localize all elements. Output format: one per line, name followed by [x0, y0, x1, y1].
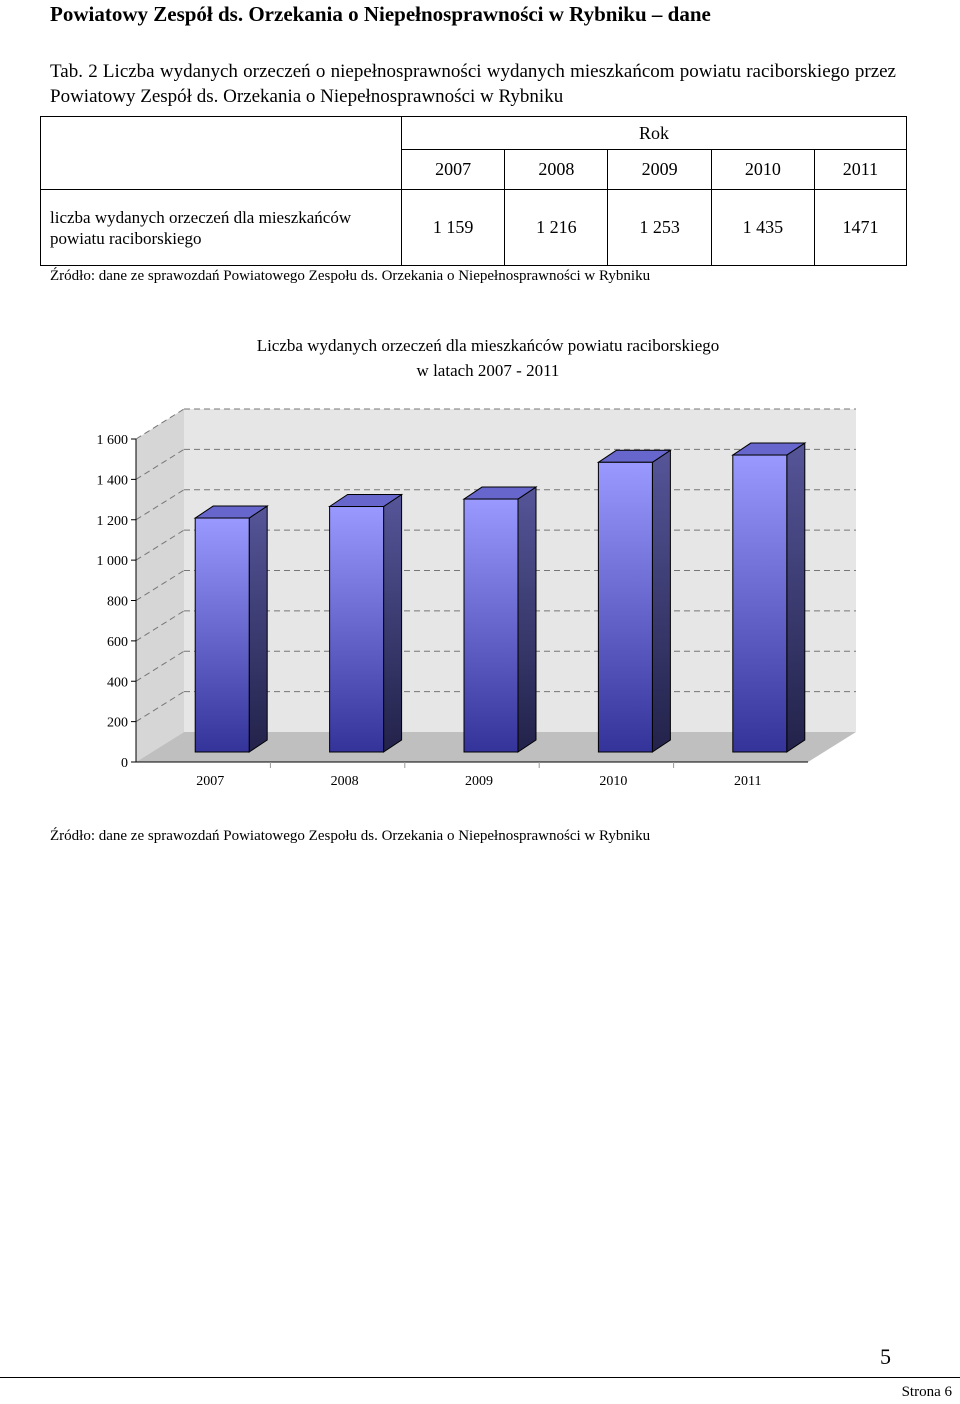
table-year-2009: 2009 — [608, 150, 711, 190]
page-heading: Powiatowy Zespół ds. Orzekania o Niepełnosprawności w Rybniku – dane — [50, 2, 711, 26]
table-value-2007: 1 159 — [402, 190, 505, 266]
table-value-2011: 1471 — [814, 190, 906, 266]
y-tick-label-1400: 1 400 — [96, 473, 128, 489]
bar-side-2008 — [384, 495, 402, 752]
table-value-2009: 1 253 — [608, 190, 711, 266]
y-tick-label-1600: 1 600 — [96, 433, 128, 448]
table-corner-cell — [41, 117, 402, 190]
bar-2009 — [464, 499, 518, 752]
y-tick-label-1000: 1 000 — [96, 554, 128, 570]
bar-side-2009 — [518, 487, 536, 752]
x-tick-label-2011: 2011 — [734, 774, 762, 789]
table-value-row — [41, 190, 907, 266]
bar-2011 — [733, 455, 787, 752]
x-tick-label-2008: 2008 — [330, 774, 359, 789]
table-year-2008: 2008 — [505, 150, 608, 190]
bar-2008 — [330, 507, 384, 752]
table-row-label: liczba wydanych orzeczeń dla mieszkańców powiatu raciborskiego — [41, 190, 402, 266]
table-caption: Tab. 2 Liczba wydanych orzeczeń o niepełnosprawności wydanych mieszkańcom powiatu raciborskiego przez Powiatowy Zespół ds. Orzekania o Niepełnosprawności w Rybniku — [50, 61, 896, 107]
table-value-2008: 1 216 — [505, 190, 608, 266]
footer-text: Strona 6 — [901, 1384, 952, 1400]
bar-side-2007 — [249, 506, 267, 752]
y-tick-label-800: 800 — [107, 594, 128, 610]
chart-source: Źródło: dane ze sprawozdań Powiatowego Zespołu ds. Orzekania o Niepełnosprawności w Rybniku — [50, 828, 651, 844]
table-year-2010: 2010 — [711, 150, 814, 190]
chart-side-wall — [136, 409, 184, 762]
y-tick-label-200: 200 — [107, 715, 128, 731]
page-number: 5 — [880, 1344, 891, 1369]
x-tick-label-2007: 2007 — [196, 774, 225, 789]
bar-side-2011 — [787, 443, 805, 752]
bar-2010 — [598, 462, 652, 752]
footer-rule — [0, 1377, 960, 1378]
y-tick-label-1200: 1 200 — [96, 513, 128, 529]
table-year-2011: 2011 — [814, 150, 906, 190]
y-tick-label-400: 400 — [107, 675, 128, 691]
table-group-header: Rok — [402, 117, 907, 150]
table-source: Źródło: dane ze sprawozdań Powiatowego Zespołu ds. Orzekania o Niepełnosprawności w Rybniku — [50, 268, 651, 284]
y-tick-label-600: 600 — [107, 634, 128, 650]
bar-chart — [0, 390, 960, 800]
chart-title-line1: Liczba wydanych orzeczeń dla mieszkańców powiatu raciborskiego — [256, 336, 720, 355]
chart-title-line2: w latach 2007 - 2011 — [416, 361, 560, 380]
x-tick-label-2009: 2009 — [465, 774, 493, 789]
y-tick-label-0: 0 — [121, 756, 128, 771]
x-tick-label-2010: 2010 — [599, 774, 628, 789]
bar-side-2010 — [652, 450, 670, 752]
bar-2007 — [195, 518, 249, 752]
table-value-2010: 1 435 — [711, 190, 814, 266]
table-year-2007: 2007 — [402, 150, 505, 190]
data-table — [40, 116, 907, 266]
